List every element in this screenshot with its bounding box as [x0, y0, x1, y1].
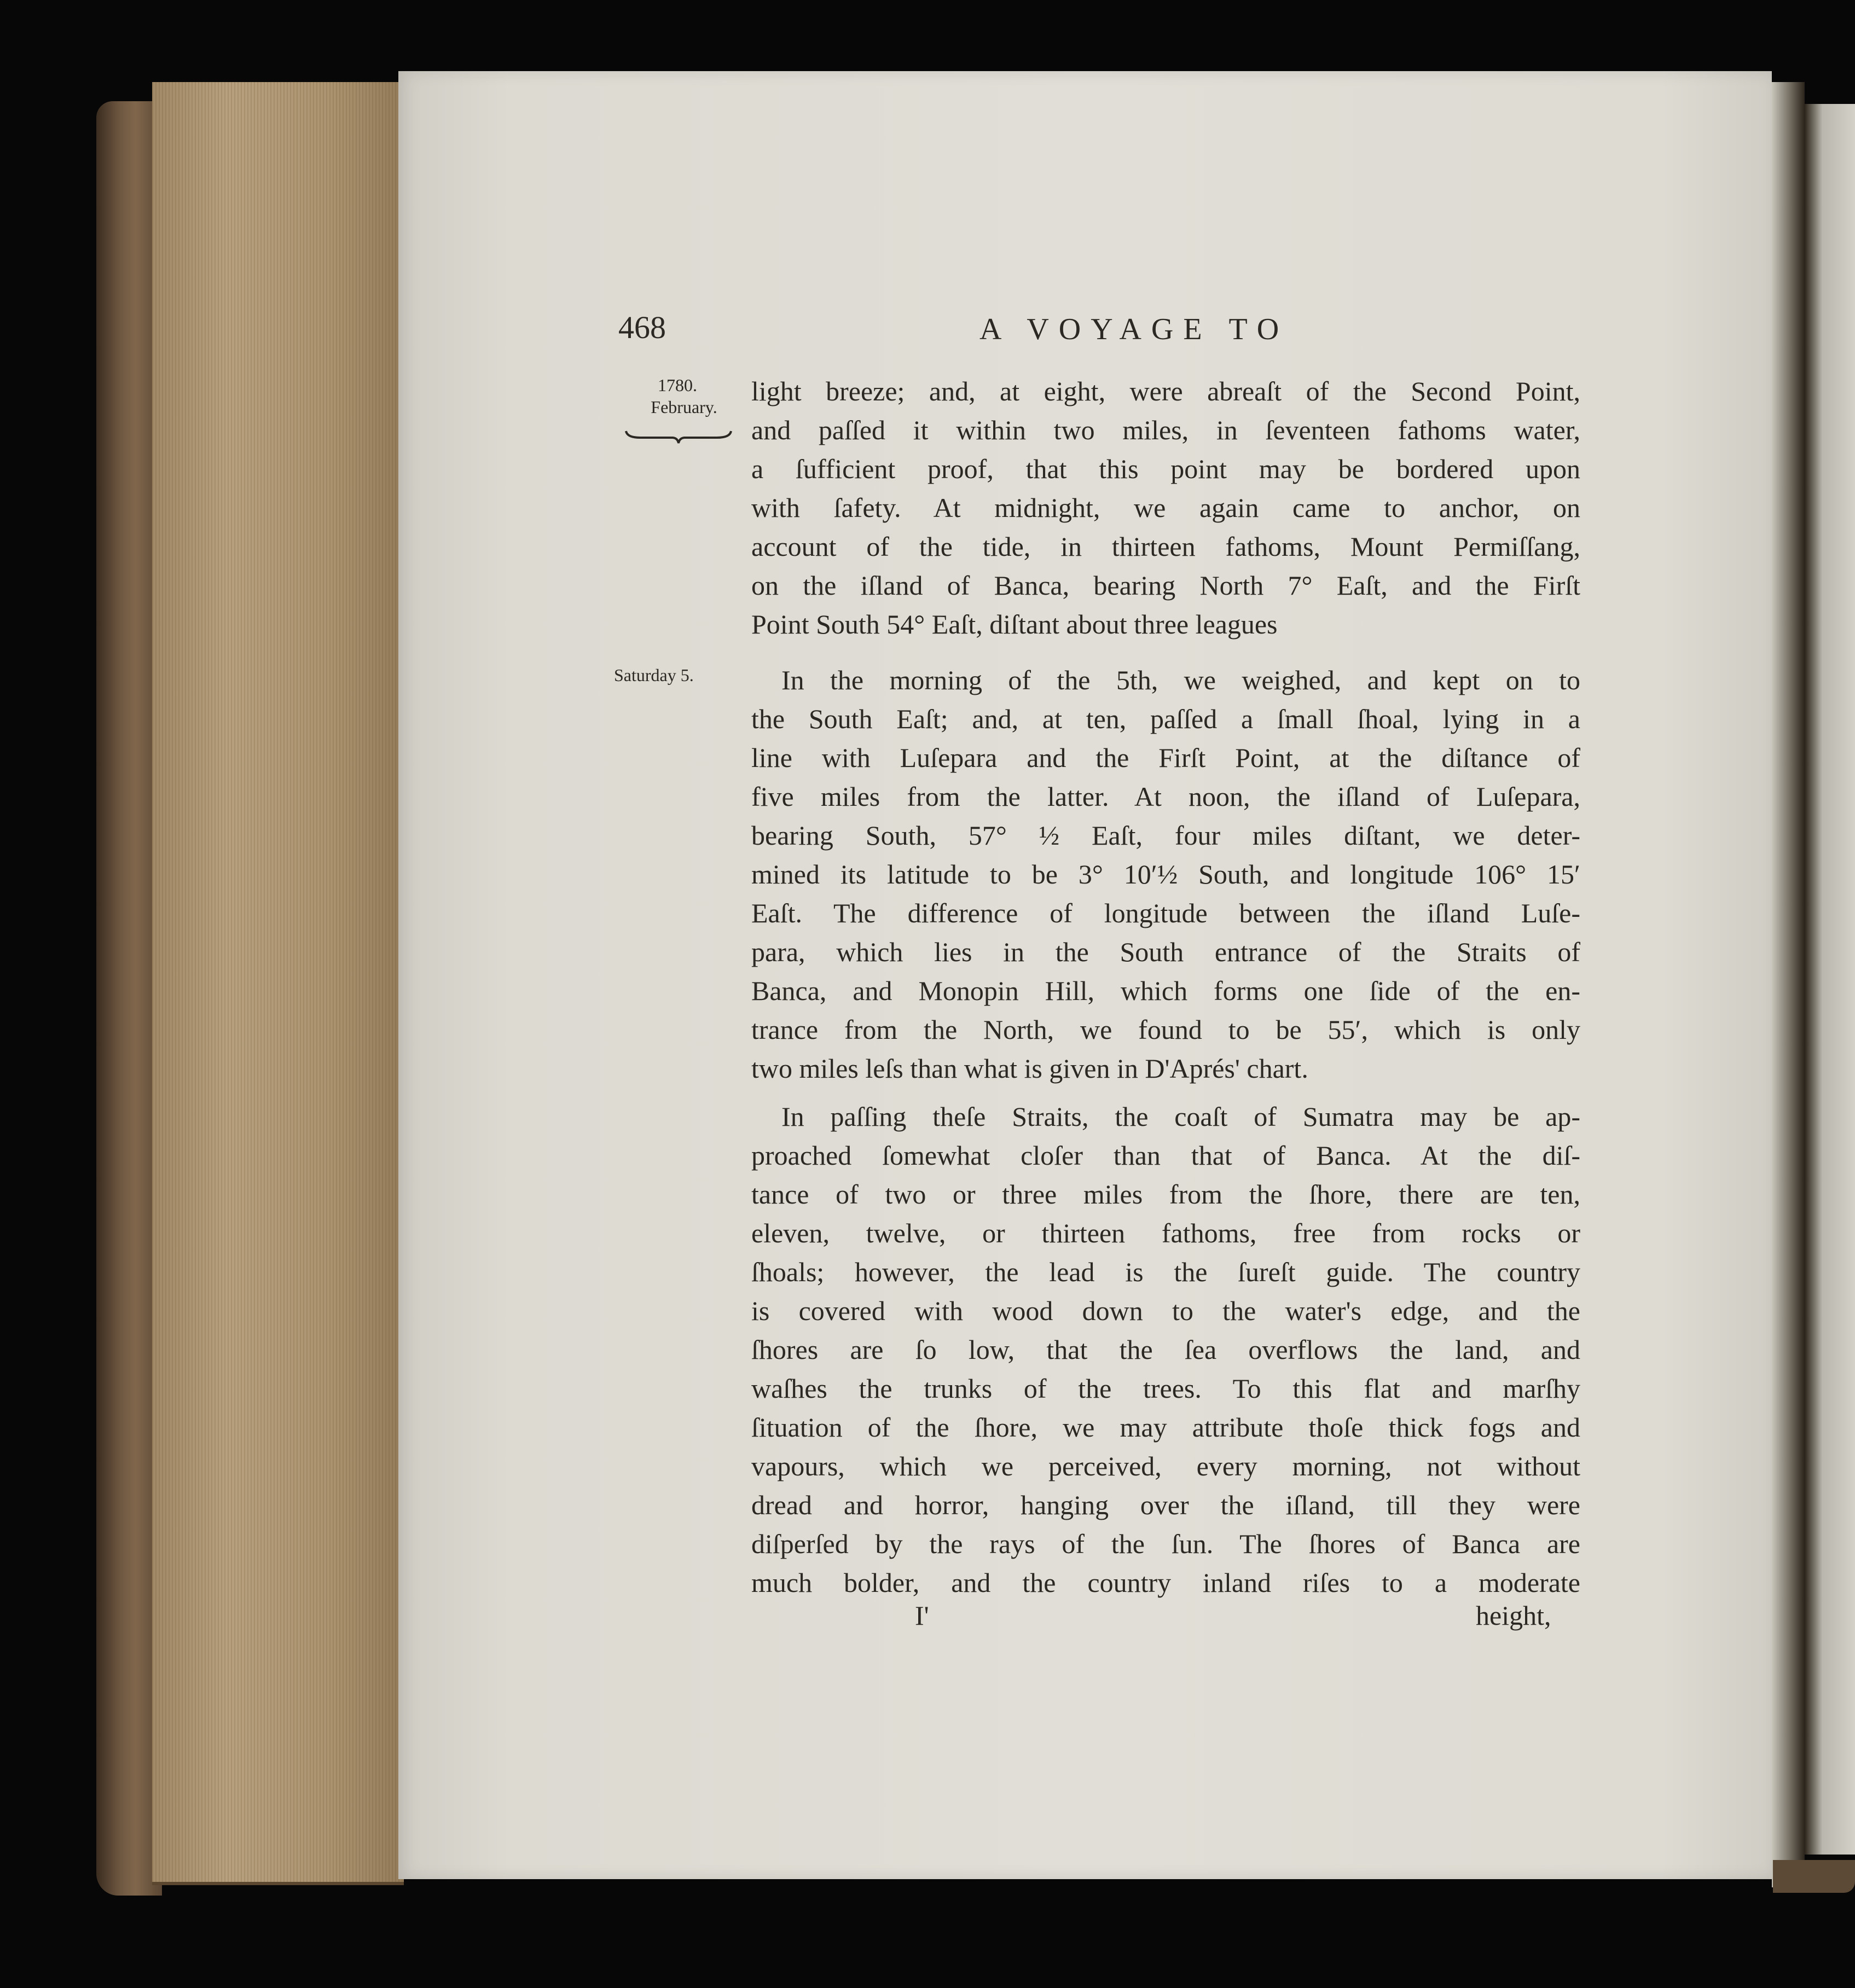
text-line: diſperſed by the rays of the ſun. The ſhores of Banca are: [751, 1528, 1580, 1559]
paragraph-3: [751, 1097, 1580, 1602]
text-line: waſhes the trunks of the trees. To this flat and marſhy: [751, 1373, 1580, 1404]
text-line: ſhores are ſo low, that the ſea overflows the land, and: [751, 1334, 1580, 1365]
text-line: Point South 54° Eaſt, diſtant about three leagues: [751, 609, 1278, 640]
text-line: dread and horror, hanging over the iſland, till they were: [751, 1490, 1580, 1520]
text-line: Banca, and Monopin Hill, which forms one ſide of the en-: [751, 975, 1580, 1006]
text-line: five miles from the latter. At noon, the iſland of Luſepara,: [751, 781, 1580, 812]
text-line: on the iſland of Banca, bearing North 7° Eaſt, and the Firſt: [751, 570, 1580, 601]
margin-note-date: Saturday 5.: [614, 665, 694, 685]
text-line: account of the tide, in thirteen fathoms, Mount Permiſſang,: [751, 531, 1580, 562]
gutter-shadow: [1772, 82, 1805, 1887]
facing-page-edge: [1805, 104, 1855, 1855]
text-line: light breeze; and, at eight, were abreaſt of the Second Point,: [751, 376, 1580, 406]
text-line: two miles leſs than what is given in D'Aprés' chart.: [751, 1053, 1308, 1084]
text-line: a ſufficient proof, that this point may be bordered upon: [751, 454, 1580, 484]
page-block-edges: [152, 82, 404, 1885]
text-line: ſituation of the ſhore, we may attribute thoſe thick fogs and: [751, 1412, 1580, 1443]
text-line: with ſafety. At midnight, we again came to anchor, on: [751, 492, 1580, 523]
text-line: vapours, which we perceived, every morning, not without: [751, 1451, 1580, 1481]
text-line: In paſſing theſe Straits, the coaſt of Sumatra may be ap-: [781, 1101, 1580, 1132]
margin-brace-icon: [624, 428, 733, 444]
text-line: Eaſt. The difference of longitude between the iſland Luſe-: [751, 898, 1580, 928]
text-line: tance of two or three miles from the ſhore, there are ten,: [751, 1179, 1580, 1210]
margin-note-year: 1780.: [658, 375, 697, 395]
catchword: height,: [1476, 1600, 1551, 1631]
text-line: In the morning of the 5th, we weighed, and kept on to: [781, 665, 1580, 695]
page-number: 468: [618, 310, 666, 345]
facing-binding: [1773, 1860, 1855, 1893]
text-line: bearing South, 57° ½ Eaſt, four miles diſtant, we deter-: [751, 820, 1580, 851]
text-line: trance from the North, we found to be 55′, which is only: [751, 1014, 1580, 1045]
text-line: line with Luſepara and the Firſt Point, at the diſtance of: [751, 742, 1580, 773]
margin-note-month: February.: [651, 397, 717, 417]
text-line: proached ſomewhat cloſer than that of Banca. At the diſ-: [751, 1140, 1580, 1171]
text-line: much bolder, and the country inland riſes to a moderate: [751, 1567, 1580, 1598]
text-line: para, which lies in the South entrance of the Straits of: [751, 937, 1580, 967]
paragraph-1: [751, 372, 1580, 644]
text-line: ſhoals; however, the lead is the ſureſt guide. The country: [751, 1257, 1580, 1287]
text-line: is covered with wood down to the water's edge, and the: [751, 1295, 1580, 1326]
text-line: eleven, twelve, or thirteen fathoms, free from rocks or: [751, 1218, 1580, 1248]
running-head: A VOYAGE TO: [979, 312, 1289, 346]
text-line: and paſſed it within two miles, in ſeventeen fathoms water,: [751, 415, 1580, 445]
signature-mark: I': [915, 1600, 929, 1631]
paragraph-2: [751, 661, 1580, 1088]
text-line: mined its latitude to be 3° 10′½ South, and longitude 106° 15′: [751, 859, 1580, 890]
text-line: the South Eaſt; and, at ten, paſſed a ſmall ſhoal, lying in a: [751, 704, 1580, 734]
